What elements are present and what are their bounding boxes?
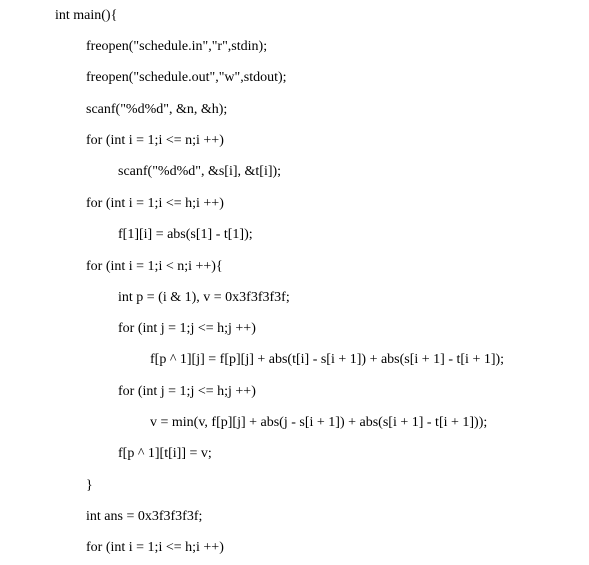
code-line: f[1][i] = abs(s[1] - t[1]); bbox=[118, 227, 253, 242]
code-line: for (int i = 1;i < n;i ++){ bbox=[86, 259, 223, 274]
code-line: for (int i = 1;i <= n;i ++) bbox=[86, 133, 224, 148]
code-line: for (int i = 1;i <= h;i ++) bbox=[86, 196, 224, 211]
code-line: int p = (i & 1), v = 0x3f3f3f3f; bbox=[118, 290, 290, 305]
code-line: } bbox=[86, 478, 93, 493]
code-line: for (int i = 1;i <= h;i ++) bbox=[86, 540, 224, 555]
code-line: for (int j = 1;j <= h;j ++) bbox=[118, 384, 256, 399]
code-line: f[p ^ 1][t[i]] = v; bbox=[118, 446, 212, 461]
code-line: int main(){ bbox=[55, 8, 118, 23]
code-line: scanf("%d%d", &n, &h); bbox=[86, 102, 228, 117]
code-line: v = min(v, f[p][j] + abs(j - s[i + 1]) + abs(s[i + 1] - t[i + 1])); bbox=[150, 415, 488, 430]
code-line: scanf("%d%d", &s[i], &t[i]); bbox=[118, 164, 282, 179]
code-line: freopen("schedule.in","r",stdin); bbox=[86, 39, 268, 54]
code-line: freopen("schedule.out","w",stdout); bbox=[86, 70, 287, 85]
code-line: f[p ^ 1][j] = f[p][j] + abs(t[i] - s[i + 1]) + abs(s[i + 1] - t[i + 1]); bbox=[150, 352, 505, 367]
code-line: int ans = 0x3f3f3f3f; bbox=[86, 509, 203, 524]
code-line: for (int j = 1;j <= h;j ++) bbox=[118, 321, 256, 336]
